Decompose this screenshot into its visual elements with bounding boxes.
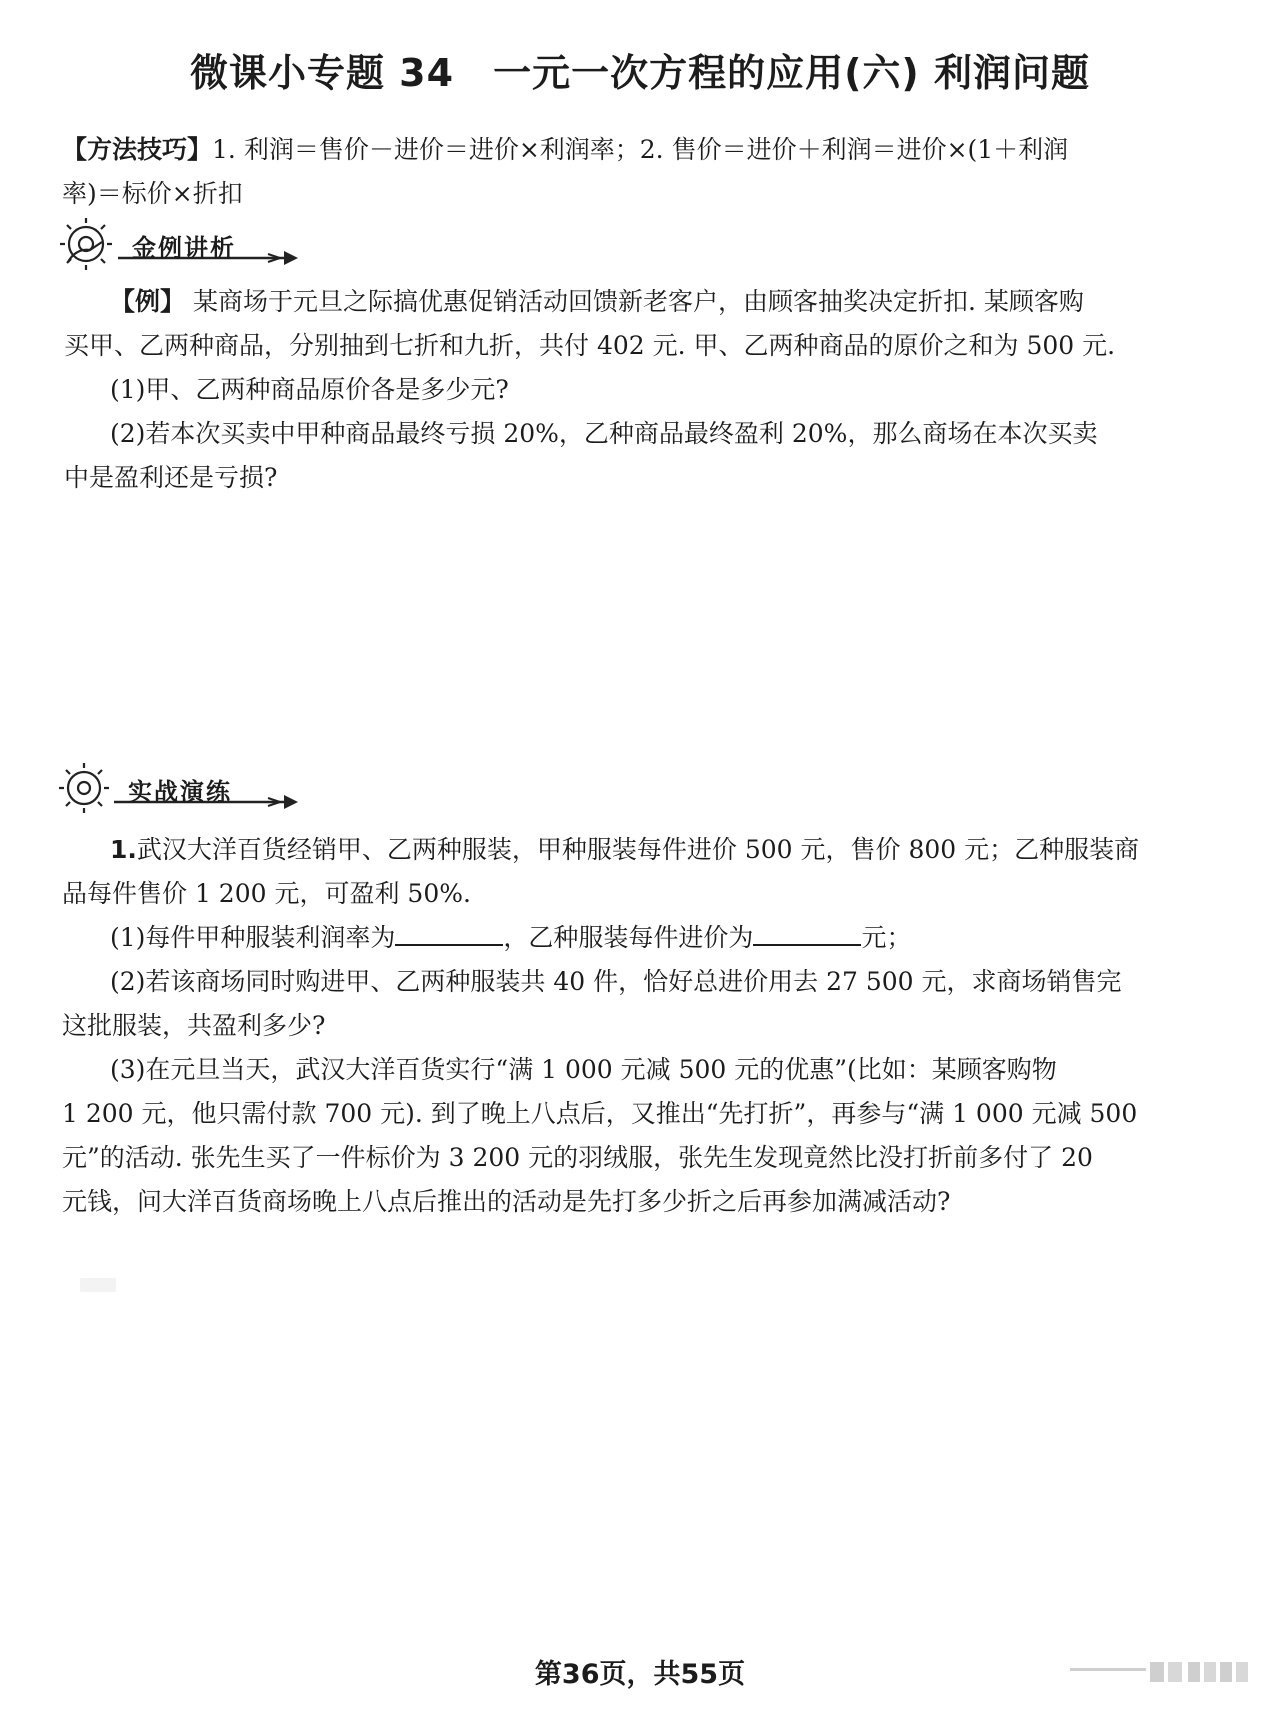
section-heading-practice: [58, 758, 298, 818]
section-heading-practice-label: 实战演练: [128, 778, 232, 806]
page-number: 第36页，共55页: [534, 1659, 746, 1690]
exercise-1-text-1: 武汉大洋百货经销甲、乙两种服装，甲种服装每件进价 500 元，售价 800 元；乙种服装商: [136, 835, 1140, 864]
exercise-1-q1-text-b: ，乙种服装每件进价为: [503, 923, 754, 952]
exercise-1-question-3-line-1: (3)在元旦当天，武汉大洋百货实行“满 1 000 元减 500 元的优惠”(比如：某顾客购物: [110, 1055, 1057, 1084]
example-question-2-line-2: 中是盈利还是亏损?: [64, 463, 278, 492]
section-heading-example: [58, 214, 298, 274]
exercise-1-question-1: [110, 916, 911, 960]
exercise-1-question-2-line-1: (2)若该商场同时购进甲、乙两种服装共 40 件，恰好总进价用去 27 500 元，求商场销售完: [110, 967, 1122, 996]
page-title: 微课小专题 34 一元一次方程的应用(六) 利润问题: [189, 51, 1091, 95]
method-tips-line-1: [62, 128, 1068, 172]
exercise-1-question-2-line-2: 这批服装，共盈利多少?: [62, 1011, 326, 1040]
example-text-1: 某商场于元旦之际搞优惠促销活动回馈新老客户，由顾客抽奖决定折扣. 某顾客购: [192, 287, 1084, 316]
example-question-2-line-1: (2)若本次买卖中甲种商品最终亏损 20%，乙种商品最终盈利 20%，那么商场在本次买卖: [110, 419, 1098, 448]
scan-smudge: [80, 1278, 116, 1292]
example-line-2: 买甲、乙两种商品，分别抽到七折和九折，共付 402 元. 甲、乙两种商品的原价之和为 500 元.: [64, 331, 1116, 360]
exercise-1-q1-text-c: 元；: [861, 923, 912, 952]
example-line-1: [110, 280, 1084, 324]
example-question-1: (1)甲、乙两种商品原价各是多少元?: [110, 375, 509, 404]
exercise-1-question-3-line-3: 元”的活动. 张先生买了一件标价为 3 200 元的羽绒服，张先生发现竟然比没打折前多付了 20: [62, 1143, 1093, 1172]
method-tips-label: 【方法技巧】: [62, 135, 213, 164]
method-tips-text-1: 1. 利润＝售价－进价＝进价×利润率；2. 售价＝进价＋利润＝进价×(1＋利润: [212, 135, 1069, 164]
exercise-1-number: 1.: [110, 835, 137, 864]
example-label: 【例】: [110, 287, 186, 316]
exercise-1-line-2: 品每件售价 1 200 元，可盈利 50%.: [62, 879, 471, 908]
exercise-1-question-3-line-2: 1 200 元，他只需付款 700 元). 到了晚上八点后，又推出“先打折”，再参与“满 1 000 元减 500: [62, 1099, 1138, 1128]
answer-blank-profit-rate[interactable]: [395, 918, 503, 946]
exercise-1-q1-text-a: (1)每件甲种服装利润率为: [110, 923, 396, 952]
method-tips-line-2: 率)＝标价×折扣: [62, 179, 243, 208]
exercise-1-question-3-line-4: 元钱，问大洋百货商场晚上八点后推出的活动是先打多少折之后再参加满减活动?: [62, 1187, 951, 1216]
exercise-1-line-1: [110, 828, 1139, 872]
answer-blank-cost-price[interactable]: [753, 918, 861, 946]
section-heading-example-label: 金例讲析: [132, 234, 236, 262]
